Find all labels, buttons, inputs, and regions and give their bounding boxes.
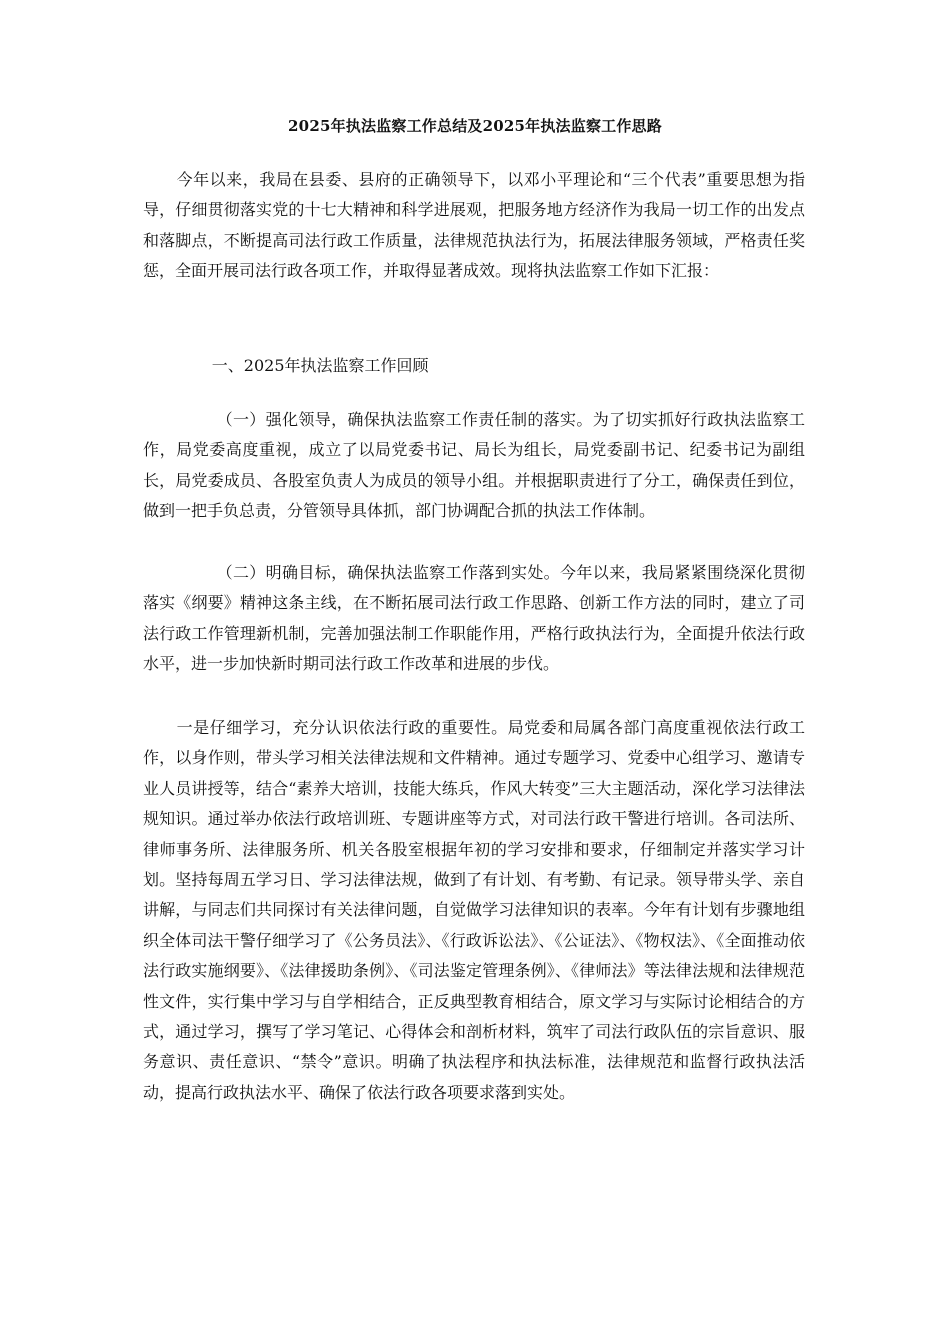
paragraph-study: 一是仔细学习，充分认识依法行政的重要性。局党委和局属各部门高度重视依法行政工作，以身作则，带头学习相关法律法规和文件精神。通过专题学习、党委中心组学习、邀请专业人员讲授等，结合“素养大培训，技能大练兵，作风大转变”三大主题活动，深化学习法律法规知识。通过举办依法行政培训班、专题讲座等方式，对司法行政干警进行培训。各司法所、律师事务所、法律服务所、机关各股室根据年初的学习安排和要求，仔细制定并落实学习计划。坚持每周五学习日、学习法律法规，做到了有计划、有考勤、有记录。领导带头学、亲自讲解，与同志们共同探讨有关法律问题，自觉做学习法律知识的表率。今年有计划有步骤地组织全体司法干警仔细学习了《公务员法》、《行政诉讼法》、《公证法》、《物权法》、《全面推动依法行政实施纲要》、《法律援助条例》、《司法鉴定管理条例》、《律师法》等法律法规和法律规范性文件，实行集中学习与自学相结合，正反典型教育相结合，原文学习与实际讨论相结合的方式，通过学习，撰写了学习笔记、心得体会和剖析材料，筑牢了司法行政队伍的宗旨意识、服务意识、责任意识、“禁令”意识。明确了执法程序和执法标准，法律规范和监督行政执法活动，提高行政执法水平、确保了依法行政各项要求落到实处。: [143, 718, 805, 1102]
document-title: 2025年执法监察工作总结及2025年执法监察工作思路: [288, 117, 662, 135]
paragraph-goals: （二）明确目标，确保执法监察工作落到实处。今年以来，我局紧紧围绕深化贯彻落实《纲要》精神这条主线，在不断拓展司法行政工作思路、创新工作方法的同时，建立了司法行政工作管理新机制，完善加强法制工作职能作用，严格行政执法行为，全面提升依法行政水平，进一步加快新时期司法行政工作改革和进展的步伐。: [143, 563, 805, 674]
intro-paragraph: 今年以来，我局在县委、县府的正确领导下，以邓小平理论和“三个代表”重要思想为指导，仔细贯彻落实党的十七大精神和科学进展观，把服务地方经济作为我局一切工作的出发点和落脚点，不断提高司法行政工作质量，法律规范执法行为，拓展法律服务领域，严格责任奖惩，全面开展司法行政各项工作，并取得显著成效。现将执法监察工作如下汇报：: [143, 170, 805, 281]
section-heading: 一、2025年执法监察工作回顾: [211, 356, 429, 375]
paragraph-leadership: （一）强化领导，确保执法监察工作责任制的落实。为了切实抓好行政执法监察工作，局党委高度重视，成立了以局党委书记、局长为组长，局党委副书记、纪委书记为副组长，局党委成员、各股室负责人为成员的领导小组。并根据职责进行了分工，确保责任到位，做到一把手负总责，分管领导具体抓，部门协调配合抓的执法工作体制。: [143, 410, 805, 521]
